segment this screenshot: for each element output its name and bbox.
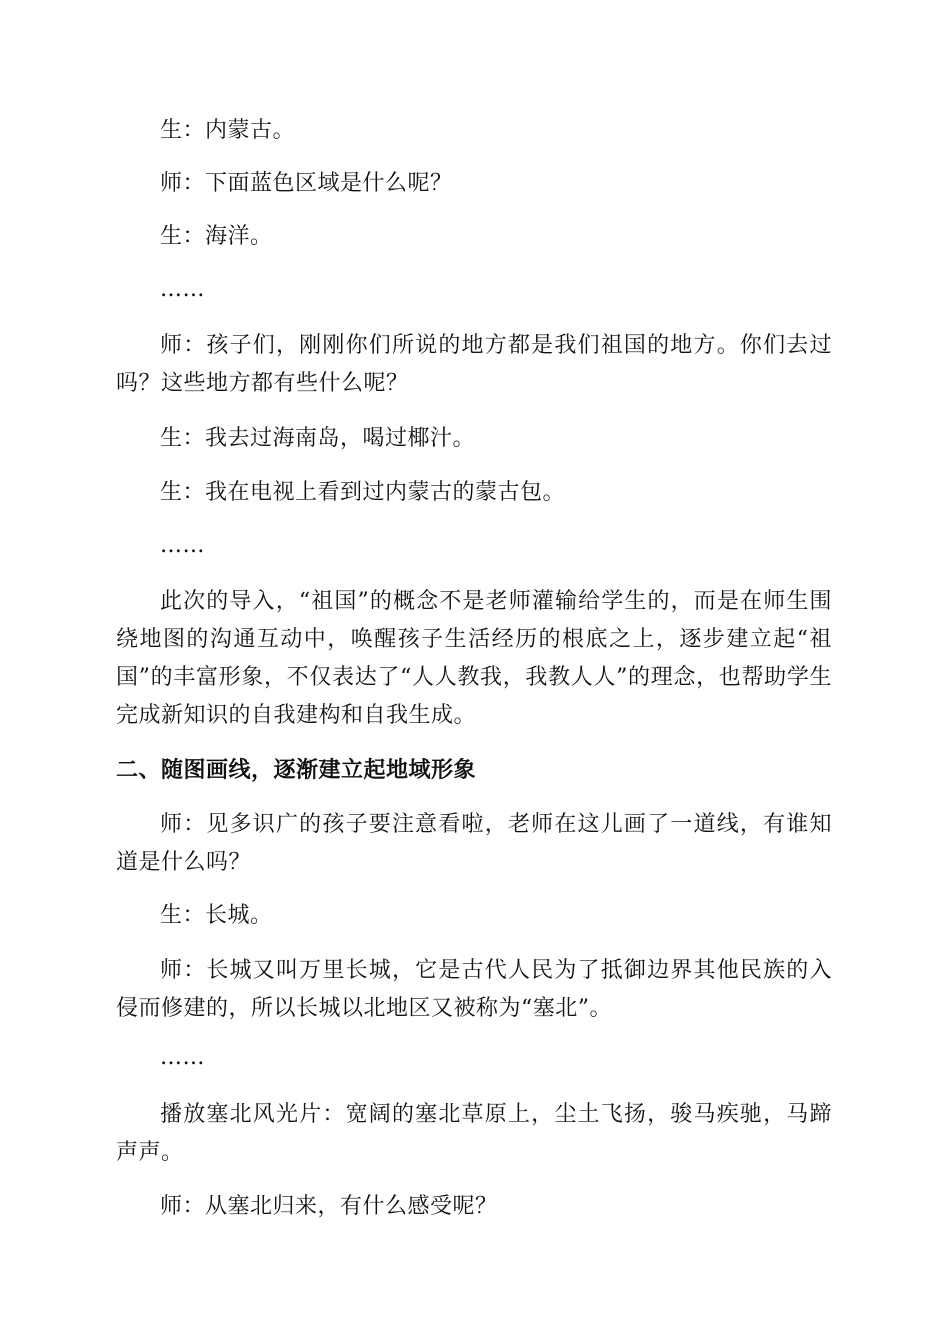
commentary-paragraph: 此次的导入，“祖国”的概念不是老师灌输给学生的，而是在师生围绕地图的沟通互动中，唤醒孩子生活经历的根底之上，逐步建立起“祖国”的丰富形象，不仅表达了“人人教我，我教人人”的理念，也帮助学生完成新知识的自我建构和自我生成。 (116, 589, 832, 728)
dialogue-line: 师：从塞北归来，有什么感受呢？ (160, 1194, 498, 1219)
dialogue-line: 生：我在电视上看到过内蒙古的蒙古包。 (160, 480, 566, 505)
ellipsis-line: …… (160, 1045, 205, 1070)
dialogue-line: 生：长城。 (160, 903, 273, 928)
ellipsis-line: …… (160, 533, 205, 558)
dialogue-line: 生：内蒙古。 (160, 118, 296, 143)
narration-paragraph: 播放塞北风光片：宽阔的塞北草原上，尘土飞扬，骏马疾驰，马蹄声声。 (116, 1102, 832, 1165)
dialogue-line: 师：见多识广的孩子要注意看啦，老师在这儿画了一道线，有谁知道是什么吗？ (116, 812, 832, 875)
dialogue-line: 生：海洋。 (160, 224, 273, 249)
dialogue-line: 生：我去过海南岛，喝过椰汁。 (160, 426, 476, 451)
dialogue-line: 师：孩子们，刚刚你们所说的地方都是我们祖国的地方。你们去过吗？这些地方都有些什么呢？ (116, 333, 832, 396)
section-heading: 二、随图画线，逐渐建立起地域形象 (116, 758, 477, 783)
dialogue-line: 师：长城又叫万里长城，它是古代人民为了抵御边界其他民族的入侵而修建的，所以长城以北地区又被称为“塞北”。 (116, 958, 832, 1021)
dialogue-line: 师：下面蓝色区域是什么呢？ (160, 171, 453, 196)
ellipsis-line: …… (160, 277, 205, 302)
